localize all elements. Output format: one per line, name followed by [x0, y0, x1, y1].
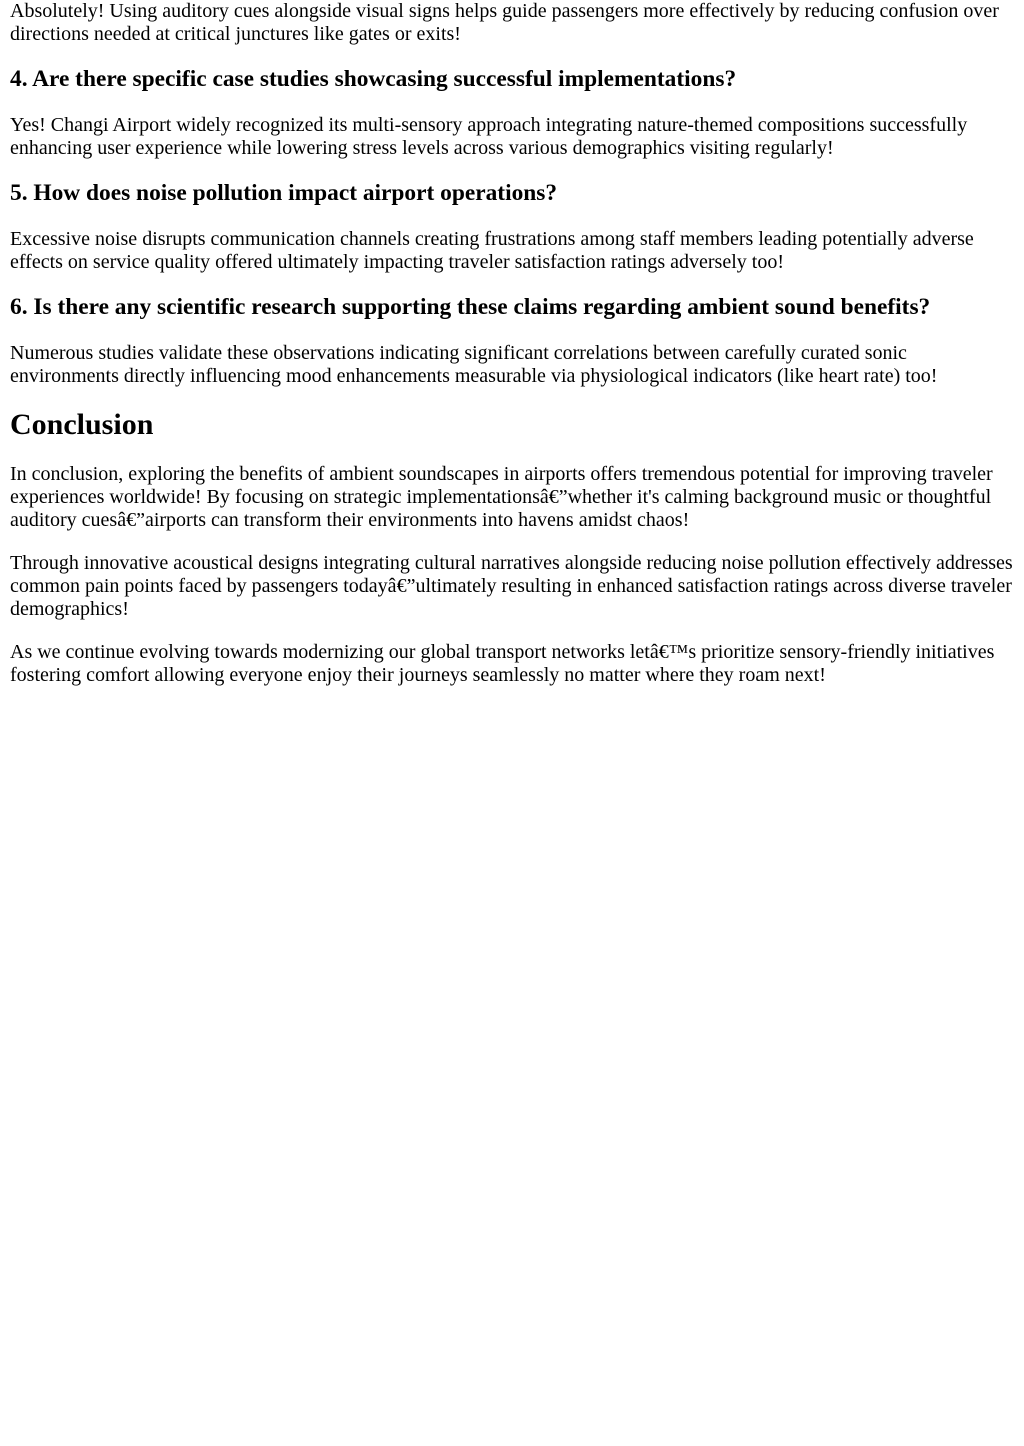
faq-question: 4. Are there specific case studies showcasing successful implementations?	[10, 66, 737, 92]
faq-item-5	[10, 180, 1014, 274]
conclusion-paragraph: In conclusion, exploring the benefits of ambient soundscapes in airports offers tremendous potential for improving traveler experiences worldwide! By focusing on strategic implementationsâ€”whether it's calming background music or thoughtful auditory cuesâ€”airports can transform their environments into havens amidst chaos!	[10, 463, 993, 531]
conclusion-paragraph: Through innovative acoustical designs integrating cultural narratives alongside reducing noise pollution effectively addresses common pain points faced by passengers todayâ€”ultimately resulting in enhanced satisfaction ratings across diverse traveler demographics!	[10, 552, 1013, 620]
faq-question: 6. Is there any scientific research supporting these claims regarding ambient sound benefits?	[10, 294, 931, 320]
conclusion-paragraph: As we continue evolving towards modernizing our global transport networks letâ€™s prioritize sensory-friendly initiatives fostering comfort allowing everyone enjoy their journeys seamlessly no matter where they roam next!	[10, 641, 995, 686]
intro-paragraph: Absolutely! Using auditory cues alongside visual signs helps guide passengers more effectively by reducing confusion over directions needed at critical junctures like gates or exits!	[10, 0, 999, 45]
conclusion-section	[10, 408, 1014, 687]
article-body	[0, 0, 1024, 687]
faq-answer: Numerous studies validate these observations indicating significant correlations between carefully curated sonic environments directly influencing mood enhancements measurable via physiological indicators (like heart rate) too!	[10, 342, 938, 387]
faq-answer: Excessive noise disrupts communication channels creating frustrations among staff members leading potentially adverse effects on service quality offered ultimately impacting traveler satisfaction ratings adversely too!	[10, 228, 974, 273]
faq-question: 5. How does noise pollution impact airport operations?	[10, 180, 558, 206]
conclusion-heading: Conclusion	[10, 408, 154, 441]
faq-item-6	[10, 294, 1014, 388]
faq-item-4	[10, 66, 1014, 160]
faq-answer: Yes! Changi Airport widely recognized its multi-sensory approach integrating nature-themed compositions successfully enhancing user experience while lowering stress levels across various demographics visiting regularly!	[10, 114, 968, 159]
